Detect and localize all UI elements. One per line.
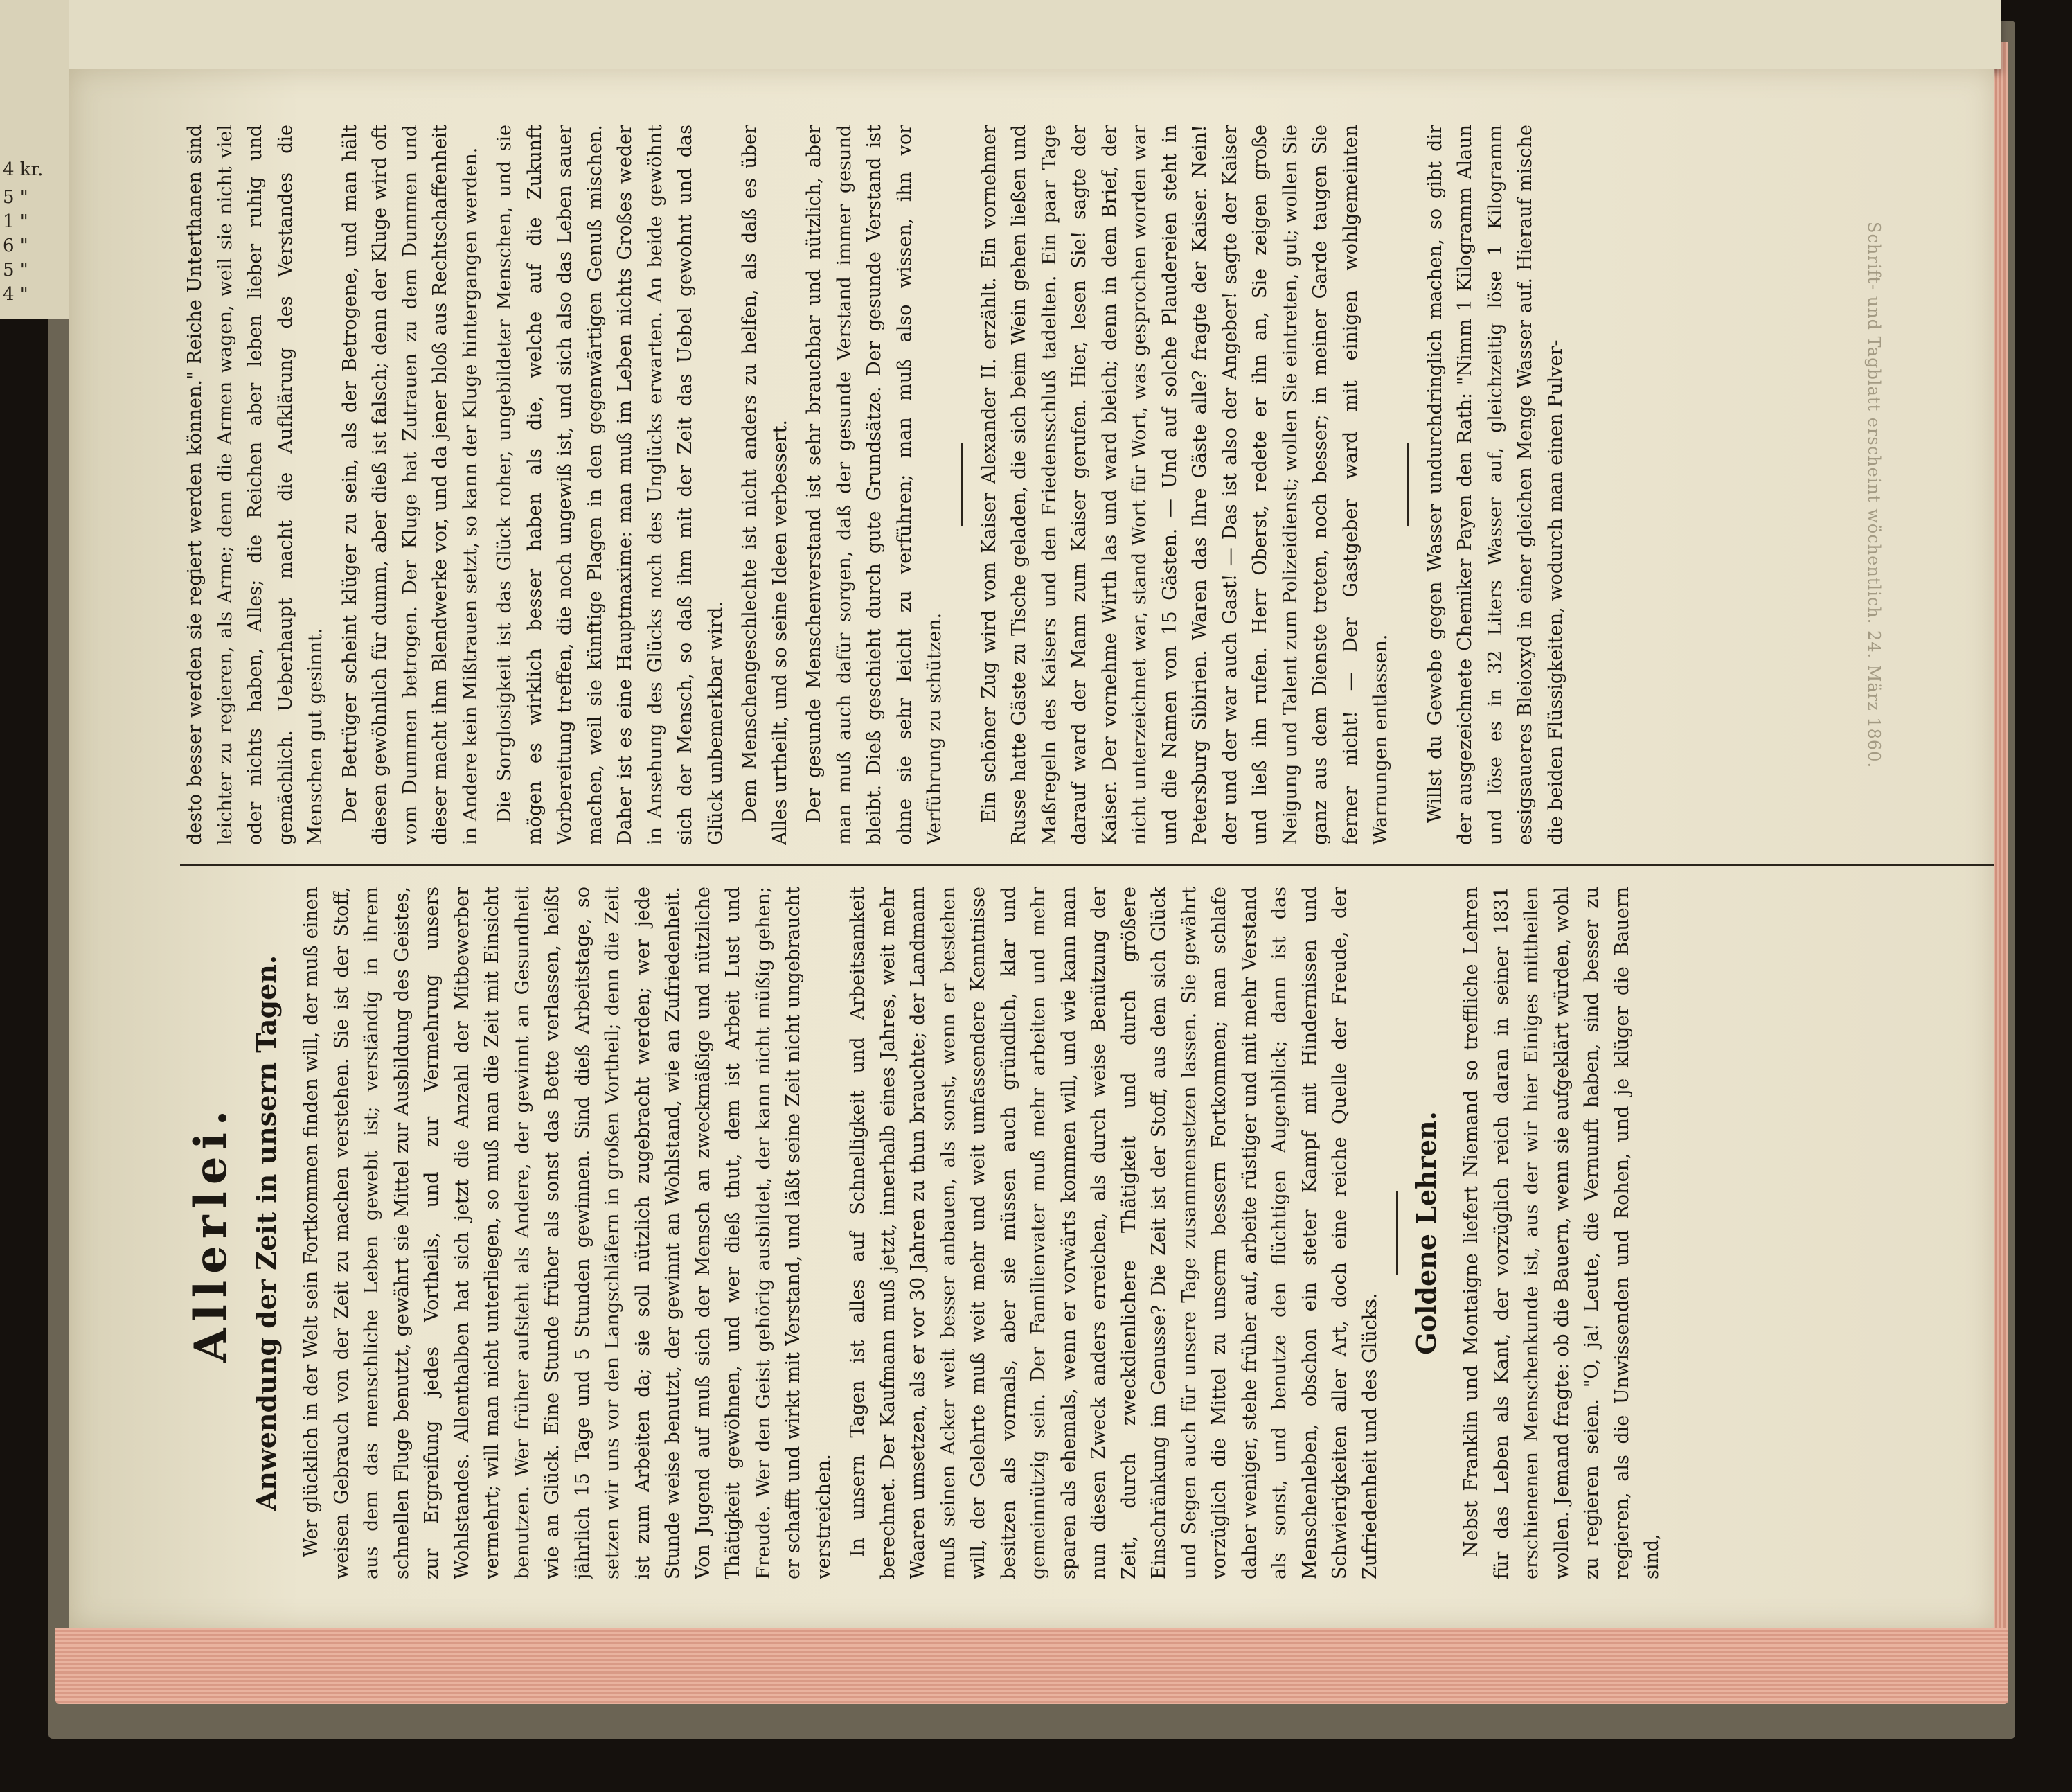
fragment: 6 " xyxy=(3,236,28,256)
section-divider xyxy=(1396,1191,1398,1275)
paragraph: Dem Menschengeschlechte ist nicht anders zu helfen, als daß es über Alles urtheilt, und so seine Ideen verbessert. xyxy=(739,125,791,845)
page-edges-bottom xyxy=(55,1628,2008,1704)
previous-page-sliver xyxy=(62,0,2001,69)
masthead: Allerlei. xyxy=(185,1103,237,1363)
section-divider xyxy=(1407,443,1409,526)
paragraph: Der gesunde Menschenverstand ist sehr brauchbar und nützlich, aber man muß auch dafür sorgen, daß der gesunde Verstand immer gesund bleibt. Dieß geschieht durch gute Grundsätze. Der gesunde Verstand ist ohne sie sehr leicht zu verführen; man muß also wissen, ihn vor Verführung zu schützen. xyxy=(803,125,945,845)
fragment: 4 kr. xyxy=(3,159,44,180)
section-divider xyxy=(961,443,963,526)
paragraph: Der Betrüger scheint klüger zu sein, als der Betrogene, und man hält diesen gewöhnlich für dumm, aber dieß ist falsch; denn der Kluge wird oft vom Dummen betrogen. Der Kluge hat Zutrauen zu dem Dummen und dieser macht ihm Blendwerke vor, und da jener bloß aus Rechtschaffenheit in Andere kein Mißtrauen setzt, so kann der Kluge hintergangen werden. xyxy=(339,125,481,845)
paragraph: desto besser werden sie regiert werden können." Reiche Unterthanen sind leichter zu regieren, als Arme; denn die Armen wagen, weil sie nicht viel oder nichts haben, Alles; die Reichen aber leben lieber ruhig und gemächlich. Ueberhaupt macht die Aufklärung des Verstandes die Menschen gut gesinnt. xyxy=(184,125,326,845)
paragraph: Ein schöner Zug wird vom Kaiser Alexander II. erzählt. Ein vornehmer Russe hatte Gäste zu Tische geladen, die sich beim Wein gehen ließen und Maßregeln des Kaisers und den Friedensschluß tadelten. Ein paar Tage darauf ward der Mann zum Kaiser gerufen. Hier, lesen Sie! sagte der Kaiser. Der vornehme Wirth las und ward bleich; denn in dem Brief, der nicht unterzeichnet war, stand Wort für Wort, was gesprochen worden war und die Namen von 15 Gästen. — Und auf solche Plaudereien steht in Petersburg Sibirien. Waren das Ihre Gäste alle? fragte der Kaiser. Nein! der und der war auch Gast! — Das ist also der Angeber! sagte der Kaiser und ließ ihn rufen. Herr Oberst, redete er ihn an, Sie zeigen große Neigung und Talent zum Polizeidienst; wollen Sie eintreten, gut; wollen Sie ganz aus dem Dienste treten, noch besser; in meiner Garde taugen Sie ferner nicht! — Der Gastgeber ward mit einigen wohlgemeinten Warnungen entlassen. xyxy=(978,125,1391,845)
fragment: 4 " xyxy=(3,284,28,305)
fragment: 5 " xyxy=(3,260,28,281)
column-right xyxy=(180,125,1994,845)
column-rule xyxy=(180,864,1994,866)
paragraph: Die Sorglosigkeit ist das Glück roher, ungebildeter Menschen, und sie mögen es wirklich besser haben als die, welche auf die Zukunft Vorbereitung treffen, die noch ungewiß ist, und sich also das Leben sauer machen, weil sie künftige Plagen in den gegenwärtigen Genuß mischen. Daher ist es eine Hauptmaxime: man muß im Leben nichts Großes weder in Ansehung des Glücks noch des Unglücks erwarten. An beide gewöhnt sich der Mensch, so daß ihm mit der Zeit das Uebel gewohnt und das Glück unbemerkbar wird. xyxy=(494,125,726,845)
bleed-through-text: Schrift- und Tagblatt erscheint wöchentlich. 24. März 1860. xyxy=(1864,222,1884,769)
paragraph: Wer glücklich in der Welt sein Fortkommen finden will, der muß einen weisen Gebrauch von der Zeit zu machen verstehen. Sie ist der Stoff, aus dem das menschliche Leben gewebt ist; verständig in ihrem schnellen Fluge benutzt, gewährt sie Mittel zur Ausbildung des Geistes, zur Ergreifung jedes Vortheils, und zur Vermehrung unsers Wohlstandes. Allenthalben hat sich jetzt die Anzahl der Mitbewerber vermehrt; will man nicht unterliegen, so muß man die Zeit mit Einsicht benutzen. Wer früher aufsteht als Andere, der gewinnt an Gesundheit wie an Glück. Eine Stunde früher als sonst das Bette verlassen, heißt jährlich 15 Tage und 5 Stunden gewinnen. Sind dieß Arbeitstage, so setzen wir uns vor den Langschläfern in großen Vortheil; denn die Zeit ist zum Arbeiten da; sie soll nützlich zugebracht werden; wer jede Stunde weise benutzt, der gewinnt an Wohlstand, wie an Zufriedenheit. Von Jugend auf muß sich der Mensch an zweckmäßige und nützliche Thätigkeit gewöhnen, und wer dieß thut, dem ist Arbeit Lust und Freude. Wer den Geist gehörig ausbildet, der kann nicht müßig gehen; er schafft und wirkt mit Verstand, und läßt seine Zeit nicht ungebraucht verstreichen. xyxy=(301,887,834,1579)
article-title: Anwendung der Zeit in unsern Tagen. xyxy=(251,955,282,1511)
article-title: Goldene Lehren. xyxy=(1411,1111,1442,1355)
paragraph: Willst du Gewebe gegen Wasser undurchdringlich machen, so gibt dir der ausgezeichnete Chemiker Payen den Rath: "Nimm 1 Kilogramm Alaun und löse es in 32 Liters Wasser auf, gleichzeitig löse 1 Kilogramm essigsaueres Bleioxyd in einer gleichen Menge Wasser auf. Hierauf mische die beiden Flüssigkeiten, wodurch man einen Pulver- xyxy=(1424,125,1566,845)
column-left xyxy=(180,887,1994,1579)
paragraph: Nebst Franklin und Montaigne liefert Niemand so treffliche Lehren für das Leben als Kant, der vorzüglich reich daran in seiner 1831 erschienenen Menschenkunde ist, aus der wir hier Einiges mittheilen wollen. Jemand fragte: ob die Bauern, wenn sie aufgeklärt würden, wohl zu regieren seien. "O, ja! Leute, die Vernunft haben, sind besser zu regieren, als die Unwissenden und Rohen, und je klüger die Bauern sind, xyxy=(1461,887,1663,1579)
left-margin-fragments xyxy=(0,0,69,319)
paragraph: In unsern Tagen ist alles auf Schnelligkeit und Arbeitsamkeit berechnet. Der Kaufmann muß jetzt, innerhalb eines Jahres, weit mehr Waaren umsetzen, als er vor 30 Jahren zu thun brauchte; der Landmann muß seinen Acker weit besser anbauen, als sonst, wenn er bestehen will, der Gelehrte muß weit mehr und weit umfassendere Kenntnisse besitzen als vormals, aber sie müssen auch gründlich, klar und gemeinnützig sein. Der Familienvater muß mehr arbeiten und mehr sparen als ehemals, wenn er vorwärts kommen will, und wie kann man nun diesen Zweck anders erreichen, als durch weise Benützung der Zeit, durch zweckdienlichere Thätigkeit und durch größere Einschränkung im Genusse? Die Zeit ist der Stoff, aus dem sich Glück und Segen auch für unsere Tage zusammensetzen lassen. Sie gewährt vorzüglich die Mittel zu unserm bessern Fortkommen; man schlafe daher weniger, stehe früher auf, arbeite rüstiger und mit mehr Verstand als sonst, und benutze den flüchtigen Augenblick; dann ist das Menschenleben, obschon ein steter Kampf mit Hindernissen und Schwierigkeiten aller Art, doch eine reiche Quelle der Freude, der Zufriedenheit und des Glücks. xyxy=(847,887,1381,1579)
fragment: 1 " xyxy=(3,211,28,232)
fragment: 5 " xyxy=(3,187,28,208)
page-content-rotated xyxy=(180,125,2050,1579)
